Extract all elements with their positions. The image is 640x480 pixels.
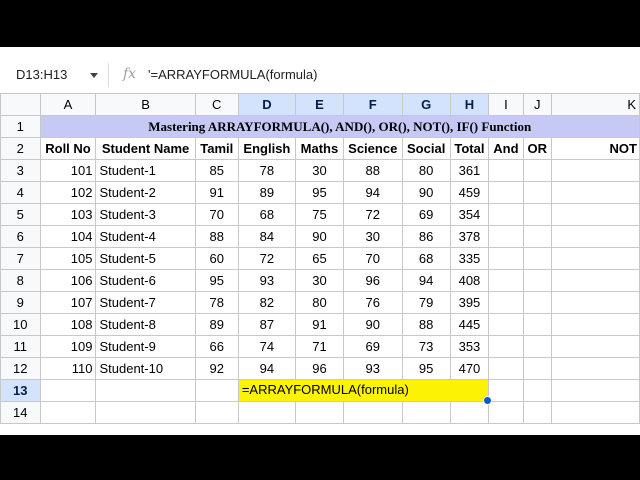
english-cell[interactable]: 72 [238, 248, 295, 270]
row-header[interactable]: 1 [1, 116, 41, 138]
total-cell[interactable]: 408 [450, 270, 488, 292]
formula-input[interactable]: '=ARRAYFORMULA(formula) [148, 67, 318, 82]
and-cell[interactable] [489, 248, 524, 270]
or-cell[interactable] [523, 182, 551, 204]
not-cell[interactable] [551, 270, 639, 292]
student-name-cell[interactable]: Student-4 [96, 226, 195, 248]
tamil-cell[interactable]: 88 [195, 226, 238, 248]
social-cell[interactable]: 86 [402, 226, 450, 248]
maths-cell[interactable]: 96 [295, 358, 343, 380]
cell[interactable] [343, 402, 402, 424]
row-header[interactable]: 5 [1, 204, 41, 226]
social-cell[interactable]: 69 [402, 204, 450, 226]
cell[interactable] [96, 402, 195, 424]
total-cell[interactable]: 445 [450, 314, 488, 336]
student-name-cell[interactable]: Student-6 [96, 270, 195, 292]
and-cell[interactable] [489, 160, 524, 182]
column-header-i[interactable]: I [489, 94, 524, 116]
maths-cell[interactable]: 80 [295, 292, 343, 314]
header-cell[interactable]: NOT [551, 138, 639, 160]
science-cell[interactable]: 96 [343, 270, 402, 292]
or-cell[interactable] [523, 292, 551, 314]
column-header-c[interactable]: C [195, 94, 238, 116]
table-row [1, 358, 640, 380]
total-cell[interactable]: 378 [450, 226, 488, 248]
table-row [1, 204, 640, 226]
social-cell[interactable]: 73 [402, 336, 450, 358]
formula-bar-divider [108, 63, 109, 87]
or-cell[interactable] [523, 248, 551, 270]
english-cell[interactable]: 78 [238, 160, 295, 182]
not-cell[interactable] [551, 358, 639, 380]
active-selection-cell[interactable] [238, 380, 488, 402]
sheet-row [1, 380, 640, 402]
header-cell[interactable]: Tamil [195, 138, 238, 160]
table-row [1, 160, 640, 182]
sheet-row [1, 116, 640, 138]
and-cell[interactable] [489, 336, 524, 358]
maths-cell[interactable]: 90 [295, 226, 343, 248]
maths-cell[interactable]: 71 [295, 336, 343, 358]
science-cell[interactable]: 72 [343, 204, 402, 226]
total-cell[interactable]: 354 [450, 204, 488, 226]
or-cell[interactable] [523, 270, 551, 292]
column-header-j[interactable]: J [523, 94, 551, 116]
student-name-cell[interactable]: Student-1 [96, 160, 195, 182]
row-header[interactable]: 10 [1, 314, 41, 336]
sheet-table [0, 93, 640, 424]
total-cell[interactable]: 395 [450, 292, 488, 314]
row-header[interactable]: 3 [1, 160, 41, 182]
roll-cell[interactable]: 105 [40, 248, 96, 270]
social-cell[interactable]: 95 [402, 358, 450, 380]
or-cell[interactable] [523, 204, 551, 226]
column-header-k[interactable]: K [551, 94, 639, 116]
tamil-cell[interactable]: 60 [195, 248, 238, 270]
social-cell[interactable]: 68 [402, 248, 450, 270]
table-row [1, 270, 640, 292]
roll-cell[interactable]: 103 [40, 204, 96, 226]
sheet-title-cell[interactable]: Mastering ARRAYFORMULA(), AND(), OR(), NOT(), IF() Function [40, 116, 640, 138]
table-row [1, 292, 640, 314]
cell[interactable] [489, 402, 524, 424]
header-cell[interactable]: Total [450, 138, 488, 160]
student-name-cell[interactable]: Student-10 [96, 358, 195, 380]
roll-cell[interactable]: 106 [40, 270, 96, 292]
english-cell[interactable]: 74 [238, 336, 295, 358]
or-cell[interactable] [523, 226, 551, 248]
social-cell[interactable]: 88 [402, 314, 450, 336]
header-cell[interactable]: Maths [295, 138, 343, 160]
science-cell[interactable]: 30 [343, 226, 402, 248]
cell[interactable] [551, 380, 639, 402]
and-cell[interactable] [489, 270, 524, 292]
table-row [1, 226, 640, 248]
english-cell[interactable]: 89 [238, 182, 295, 204]
row-header[interactable]: 11 [1, 336, 41, 358]
chevron-down-icon[interactable] [90, 73, 98, 78]
tamil-cell[interactable]: 92 [195, 358, 238, 380]
column-header-d[interactable]: D [238, 94, 295, 116]
student-name-cell[interactable]: Student-5 [96, 248, 195, 270]
not-cell[interactable] [551, 292, 639, 314]
science-cell[interactable]: 70 [343, 248, 402, 270]
row-header[interactable]: 8 [1, 270, 41, 292]
cell[interactable] [489, 380, 524, 402]
and-cell[interactable] [489, 204, 524, 226]
tamil-cell[interactable]: 70 [195, 204, 238, 226]
total-cell[interactable]: 353 [450, 336, 488, 358]
english-cell[interactable]: 82 [238, 292, 295, 314]
row-header[interactable]: 13 [1, 380, 41, 402]
science-cell[interactable]: 69 [343, 336, 402, 358]
column-header-h[interactable]: H [450, 94, 488, 116]
social-cell[interactable]: 94 [402, 270, 450, 292]
row-header[interactable]: 14 [1, 402, 41, 424]
total-cell[interactable]: 335 [450, 248, 488, 270]
english-cell[interactable]: 84 [238, 226, 295, 248]
header-cell[interactable]: Roll No [40, 138, 96, 160]
name-box[interactable]: D13:H13 [16, 67, 68, 82]
maths-cell[interactable]: 95 [295, 182, 343, 204]
science-cell[interactable]: 76 [343, 292, 402, 314]
science-cell[interactable]: 93 [343, 358, 402, 380]
cell[interactable] [402, 402, 450, 424]
row-header[interactable]: 2 [1, 138, 41, 160]
table-row [1, 182, 640, 204]
sheet-row [1, 402, 640, 424]
header-cell[interactable]: English [238, 138, 295, 160]
column-header-e[interactable]: E [295, 94, 343, 116]
table-row [1, 336, 640, 358]
cell[interactable] [238, 402, 295, 424]
and-cell[interactable] [489, 292, 524, 314]
total-cell[interactable]: 459 [450, 182, 488, 204]
cell[interactable] [295, 402, 343, 424]
maths-cell[interactable]: 91 [295, 314, 343, 336]
total-cell[interactable]: 361 [450, 160, 488, 182]
roll-cell[interactable]: 107 [40, 292, 96, 314]
column-header-a[interactable]: A [40, 94, 96, 116]
roll-cell[interactable]: 104 [40, 226, 96, 248]
header-cell[interactable]: OR [523, 138, 551, 160]
column-header-b[interactable]: B [96, 94, 195, 116]
column-header-g[interactable]: G [402, 94, 450, 116]
or-cell[interactable] [523, 358, 551, 380]
social-cell[interactable]: 80 [402, 160, 450, 182]
english-cell[interactable]: 68 [238, 204, 295, 226]
not-cell[interactable] [551, 248, 639, 270]
tamil-cell[interactable]: 66 [195, 336, 238, 358]
column-header-row [1, 94, 640, 116]
row-header[interactable]: 6 [1, 226, 41, 248]
cell[interactable] [523, 402, 551, 424]
english-cell[interactable]: 94 [238, 358, 295, 380]
row-header[interactable]: 9 [1, 292, 41, 314]
cell[interactable] [551, 402, 639, 424]
science-cell[interactable]: 90 [343, 314, 402, 336]
formula-bar [0, 47, 640, 94]
not-cell[interactable] [551, 314, 639, 336]
cell[interactable] [450, 402, 488, 424]
row-header[interactable]: 7 [1, 248, 41, 270]
not-cell[interactable] [551, 204, 639, 226]
and-cell[interactable] [489, 226, 524, 248]
spreadsheet-window [0, 47, 640, 435]
or-cell[interactable] [523, 160, 551, 182]
fx-icon: fx [123, 66, 137, 82]
table-row [1, 314, 640, 336]
row-header[interactable]: 12 [1, 358, 41, 380]
cell[interactable] [40, 402, 96, 424]
or-cell[interactable] [523, 314, 551, 336]
and-cell[interactable] [489, 358, 524, 380]
cell-editor-text[interactable]: =ARRAYFORMULA(formula) [241, 382, 409, 397]
cell[interactable] [96, 380, 195, 402]
tamil-cell[interactable]: 89 [195, 314, 238, 336]
cell[interactable] [40, 380, 96, 402]
maths-cell[interactable]: 75 [295, 204, 343, 226]
sheet-row [1, 138, 640, 160]
table-row [1, 248, 640, 270]
student-name-cell[interactable]: Student-8 [96, 314, 195, 336]
not-cell[interactable] [551, 160, 639, 182]
or-cell[interactable] [523, 336, 551, 358]
cell[interactable] [523, 380, 551, 402]
student-name-cell[interactable]: Student-3 [96, 204, 195, 226]
tamil-cell[interactable]: 95 [195, 270, 238, 292]
maths-cell[interactable]: 30 [295, 160, 343, 182]
sheet-grid [0, 93, 640, 424]
header-cell[interactable]: Science [343, 138, 402, 160]
header-cell[interactable]: Student Name [96, 138, 195, 160]
english-cell[interactable]: 93 [238, 270, 295, 292]
student-name-cell[interactable]: Student-2 [96, 182, 195, 204]
english-cell[interactable]: 87 [238, 314, 295, 336]
not-cell[interactable] [551, 336, 639, 358]
header-cell[interactable]: And [489, 138, 524, 160]
not-cell[interactable] [551, 226, 639, 248]
social-cell[interactable]: 79 [402, 292, 450, 314]
science-cell[interactable]: 88 [343, 160, 402, 182]
not-cell[interactable] [551, 182, 639, 204]
header-cell[interactable]: Social [402, 138, 450, 160]
row-header[interactable]: 4 [1, 182, 41, 204]
cell[interactable] [195, 380, 238, 402]
and-cell[interactable] [489, 182, 524, 204]
select-all-corner[interactable] [1, 94, 41, 116]
roll-cell[interactable]: 108 [40, 314, 96, 336]
cell[interactable] [195, 402, 238, 424]
and-cell[interactable] [489, 314, 524, 336]
student-name-cell[interactable]: Student-7 [96, 292, 195, 314]
student-name-cell[interactable]: Student-9 [96, 336, 195, 358]
tamil-cell[interactable]: 91 [195, 182, 238, 204]
tamil-cell[interactable]: 78 [195, 292, 238, 314]
tamil-cell[interactable]: 85 [195, 160, 238, 182]
roll-cell[interactable]: 109 [40, 336, 96, 358]
roll-cell[interactable]: 110 [40, 358, 96, 380]
maths-cell[interactable]: 30 [295, 270, 343, 292]
roll-cell[interactable]: 102 [40, 182, 96, 204]
maths-cell[interactable]: 65 [295, 248, 343, 270]
total-cell[interactable]: 470 [450, 358, 488, 380]
science-cell[interactable]: 94 [343, 182, 402, 204]
social-cell[interactable]: 90 [402, 182, 450, 204]
roll-cell[interactable]: 101 [40, 160, 96, 182]
column-header-f[interactable]: F [343, 94, 402, 116]
